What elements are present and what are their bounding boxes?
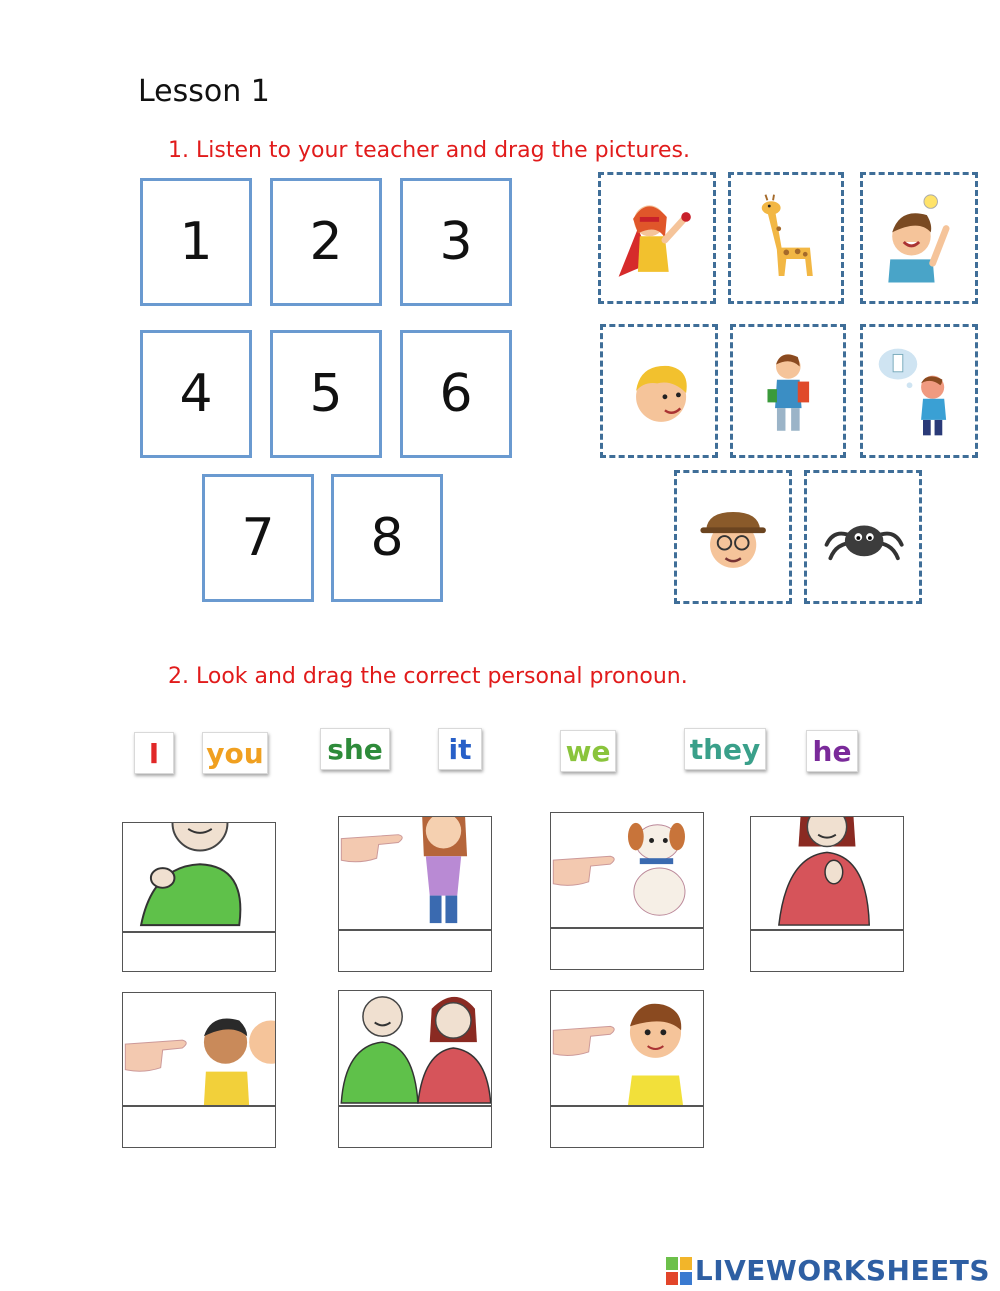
pronoun-tile-he[interactable] bbox=[806, 730, 858, 772]
pronoun-label: they bbox=[689, 732, 761, 766]
drop-box-1[interactable]: 1 bbox=[140, 178, 252, 306]
pronoun-tile-we[interactable] bbox=[560, 730, 616, 772]
superhero-girl-icon bbox=[609, 184, 705, 292]
schoolboy-icon bbox=[741, 336, 836, 446]
answer-box-4[interactable] bbox=[750, 930, 904, 972]
drop-box-2[interactable]: 2 bbox=[270, 178, 382, 306]
spider-icon bbox=[815, 482, 911, 592]
pronoun-label: I bbox=[148, 736, 160, 770]
pronoun-card-4 bbox=[750, 816, 904, 930]
picture-tile-schoolboy[interactable] bbox=[730, 324, 846, 458]
pronoun-card-7 bbox=[550, 990, 704, 1106]
picture-tile-thirsty-boy[interactable] bbox=[860, 324, 978, 458]
liveworksheets-logo-icon bbox=[665, 1256, 693, 1286]
blond-boy-head-icon bbox=[611, 336, 707, 446]
instruction-2: 2. Look and drag the correct personal pronoun. bbox=[168, 664, 688, 689]
old-man-hat-icon bbox=[685, 482, 781, 592]
pointing-hand-dog-icon bbox=[551, 813, 703, 927]
man-and-woman-pointing-self-icon bbox=[339, 991, 491, 1105]
picture-tile-superhero[interactable] bbox=[598, 172, 716, 304]
pronoun-card-6 bbox=[338, 990, 492, 1106]
pronoun-card-3 bbox=[550, 812, 704, 928]
pronoun-card-5 bbox=[122, 992, 276, 1106]
pronoun-tile-i[interactable] bbox=[134, 732, 174, 774]
picture-tile-old-man[interactable] bbox=[674, 470, 792, 604]
woman-pointing-self-icon bbox=[751, 817, 903, 929]
pronoun-tile-you[interactable] bbox=[202, 732, 268, 774]
man-pointing-self-icon bbox=[123, 823, 275, 931]
page-title: Lesson 1 bbox=[138, 74, 270, 109]
drop-box-5[interactable]: 5 bbox=[270, 330, 382, 458]
instruction-1: 1. Listen to your teacher and drag the pictures. bbox=[168, 138, 690, 163]
pronoun-tile-it[interactable] bbox=[438, 728, 482, 770]
thirsty-boy-icon bbox=[871, 336, 967, 446]
drop-box-4[interactable]: 4 bbox=[140, 330, 252, 458]
pronoun-label: he bbox=[812, 734, 852, 768]
footer-brand bbox=[665, 1254, 990, 1287]
answer-box-7[interactable] bbox=[550, 1106, 704, 1148]
pronoun-card-1 bbox=[122, 822, 276, 932]
pointing-hand-girl-icon bbox=[339, 817, 491, 929]
drop-box-6[interactable]: 6 bbox=[400, 330, 512, 458]
pronoun-label: it bbox=[448, 732, 472, 766]
giraffe-icon bbox=[739, 184, 834, 292]
footer-brand-text: LIVEWORKSHEETS bbox=[694, 1254, 990, 1287]
answer-box-5[interactable] bbox=[122, 1106, 276, 1148]
answer-box-6[interactable] bbox=[338, 1106, 492, 1148]
drop-box-3[interactable]: 3 bbox=[400, 178, 512, 306]
pronoun-label: we bbox=[565, 734, 611, 768]
pronoun-tile-they[interactable] bbox=[684, 728, 766, 770]
picture-tile-spider[interactable] bbox=[804, 470, 922, 604]
pronoun-card-2 bbox=[338, 816, 492, 930]
answer-box-2[interactable] bbox=[338, 930, 492, 972]
answer-box-3[interactable] bbox=[550, 928, 704, 970]
picture-tile-blond-boy[interactable] bbox=[600, 324, 718, 458]
drop-box-7[interactable]: 7 bbox=[202, 474, 314, 602]
answer-box-1[interactable] bbox=[122, 932, 276, 972]
drop-box-8[interactable]: 8 bbox=[331, 474, 443, 602]
pointing-hand-two-boys-icon bbox=[123, 993, 275, 1105]
pronoun-tile-she[interactable] bbox=[320, 728, 390, 770]
boy-idea-icon bbox=[871, 184, 967, 292]
picture-tile-giraffe[interactable] bbox=[728, 172, 844, 304]
pointing-hand-boy-icon bbox=[551, 991, 703, 1105]
pronoun-label: you bbox=[206, 736, 264, 770]
picture-tile-boy-idea[interactable] bbox=[860, 172, 978, 304]
pronoun-label: she bbox=[327, 732, 383, 766]
